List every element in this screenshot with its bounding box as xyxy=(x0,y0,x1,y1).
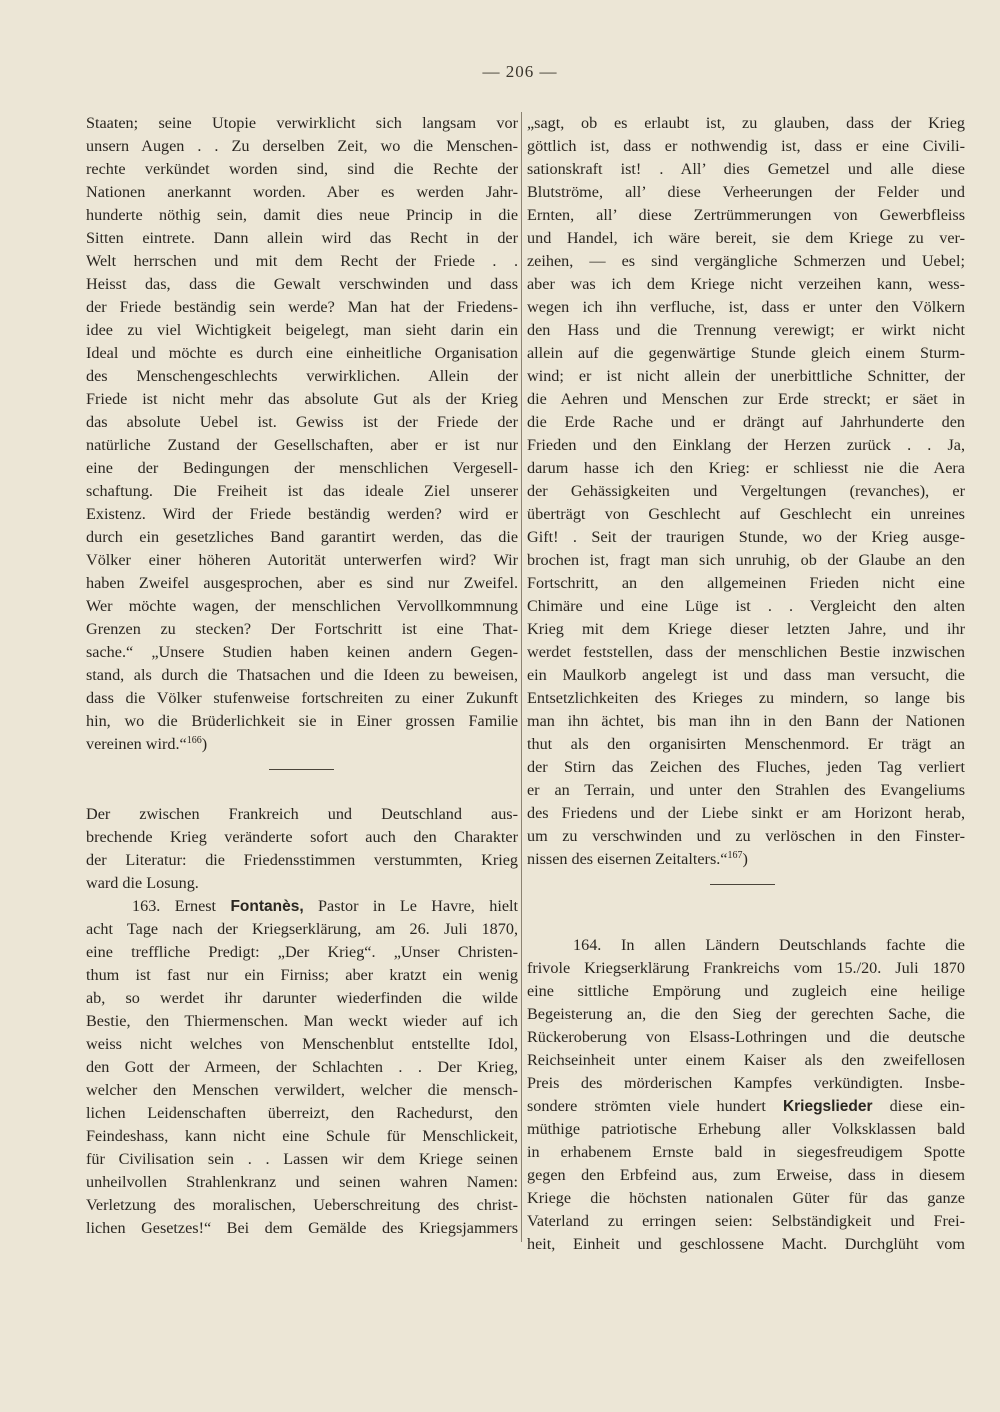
text-line: Nationen anerkannt worden. Aber es werden Jahr- xyxy=(86,183,518,201)
text-line: 164. In allen Ländern Deutschlands fachte die xyxy=(573,936,965,954)
left-paragraph-quote xyxy=(86,112,518,733)
text-line: die Erde Rache und er drängt auf Jahrhunderte den xyxy=(527,413,965,431)
keyword-kriegslieder: Kriegslieder xyxy=(782,1098,873,1115)
text-line: Ernten, all’ diese Zertrümmerungen von Gewerbfleiss xyxy=(527,206,965,224)
text-line: zeihen, — es sind vergängliche Schmerzen und Uebel; xyxy=(527,252,965,270)
text-line: Frieden und den Einklang der Herzen zurück . . Ja, xyxy=(527,436,965,454)
text-line: der Literatur: die Friedensstimmen verstummten, Krieg xyxy=(86,851,518,869)
text-line: allein auf die gegenwärtige Stunde gleich einem Sturm- xyxy=(527,344,965,362)
text-line: Reichseinheit unter einem Kaiser als den zweifellosen xyxy=(527,1051,965,1069)
text-line: um zu verschwinden und zu verlöschen in den Finster- xyxy=(527,827,965,845)
text-line: sondere strömten viele hundert Kriegslieder diese ein- xyxy=(527,1097,965,1115)
right-paragraph-kriegslieder xyxy=(527,957,965,1095)
text-line: Ideal und möchte es durch eine einheitliche Organisation xyxy=(86,344,518,362)
text-line: Verletzung des moralischen, Ueberschreitung des christ- xyxy=(86,1196,518,1214)
text-line: lichen Gesetzes!“ Bei dem Gemälde des Kriegsjammers xyxy=(86,1219,518,1237)
text-line: eine der Bedingungen der menschlichen Vergesell- xyxy=(86,459,518,477)
text-line: brechende Krieg veränderte sofort auch den Charakter xyxy=(86,828,518,846)
footnote-ref: 167 xyxy=(727,850,743,861)
text-line: 163. Ernest Fontanès, Pastor in Le Havre, hielt xyxy=(132,897,518,915)
text-line: göttlich ist, dass er nothwendig ist, dass er eine Civili- xyxy=(527,137,965,155)
text-line: nissen des eisernen Zeitalters.“$^{167}$) xyxy=(527,850,748,868)
text-line: ein Maulkorb angelegt ist und dass man versucht, die xyxy=(527,666,965,684)
text-line: des Menschengeschlechts verwirklichen. Allein der xyxy=(86,367,518,385)
text-line: Kriege die höchsten nationalen Güter für das ganze xyxy=(527,1189,965,1207)
text-line: in erhabenem Ernste bald in siegesfreudigem Spotte xyxy=(527,1143,965,1161)
text-line: wegen ich ihn verfluche, ist, dass er unter den Völkern xyxy=(527,298,965,316)
text-line: unheilvollen Strahlenkranz und seinen wahren Namen: xyxy=(86,1173,518,1191)
text-line: überträgt von Geschlecht auf Geschlecht ein unreines xyxy=(527,505,965,523)
text-line: Krieg mit dem Kriege dieser letzten Jahre, und ihr xyxy=(527,620,965,638)
text-line: Heisst das, dass die Gewalt verschwinden und dass xyxy=(86,275,518,293)
text-line: darum hasse ich den Krieg: er schliesst nie die Aera xyxy=(527,459,965,477)
text-line: der Friede beständig sein werde? Man hat der Friedens- xyxy=(86,298,518,316)
right-paragraph-kriegslieder-cont xyxy=(527,1118,965,1256)
text-line: Rückeroberung von Elsass-Lothringen und die deutsche xyxy=(527,1028,965,1046)
footnote-ref: 166 xyxy=(186,735,202,746)
text-line: Entsetzlichkeiten des Krieges zu mindern, so lange bis xyxy=(527,689,965,707)
text-line: weiss nicht welches von Menschenblut entstellte Idol, xyxy=(86,1035,518,1053)
text-line: natürliche Zustand der Gesellschaften, aber er ist nur xyxy=(86,436,518,454)
text-line: Feindeshass, kann nicht eine Schule für Menschlickeit, xyxy=(86,1127,518,1145)
text-line: vereinen wird.“$^{166}$) xyxy=(86,735,208,753)
text-line: Blutströme, all’ diese Verheerungen der Felder und xyxy=(527,183,965,201)
text-line: stand, als durch die Thatsachen und die Ideen zu beweisen, xyxy=(86,666,518,684)
text-line: Vaterland zu erringen seien: Selbständigkeit und Frei- xyxy=(527,1212,965,1230)
text-line: Völker einer höheren Autorität unterwerfen wird? Wir xyxy=(86,551,518,569)
text-line: eine sittliche Empörung und zugleich eine heilige xyxy=(527,982,965,1000)
text-line: das absolute Uebel ist. Gewiss ist der Friede der xyxy=(86,413,518,431)
text-line: Friede ist nicht mehr das absolute Gut als der Krieg xyxy=(86,390,518,408)
text-line: idee zu viel Wichtigkeit beigelegt, man sieht darin ein xyxy=(86,321,518,339)
text-line: den Hass und die Trennung verewigt; er wirkt nicht xyxy=(527,321,965,339)
section-separator xyxy=(527,871,965,898)
text-line: hunderte nöthig sein, damit dies neue Princip in die xyxy=(86,206,518,224)
text-line: Der zwischen Frankreich und Deutschland aus- xyxy=(86,805,518,823)
left-column xyxy=(86,112,518,1240)
left-paragraph-war-literature xyxy=(86,803,518,872)
text-line: gegen den Erbfeind aus, zum Erweise, dass in diesem xyxy=(527,1166,965,1184)
left-paragraph-fontanes xyxy=(86,918,518,1240)
text-line: „sagt, ob es erlaubt ist, zu glauben, dass der Krieg xyxy=(527,114,965,132)
text-line: für Civilisation sein . . Lassen wir dem Kriege seinen xyxy=(86,1150,518,1168)
text-line: hin, wo die Brüderlichkeit sie in Einer grossen Familie xyxy=(86,712,518,730)
text-line: den Gott der Armeen, der Schlachten . . Der Krieg, xyxy=(86,1058,518,1076)
person-name: Fontanès, xyxy=(230,898,304,915)
text-line: Begeisterung an, die den Sieg der gerechten Sache, die xyxy=(527,1005,965,1023)
section-separator xyxy=(86,756,518,783)
text-line: Staaten; seine Utopie verwirklicht sich langsam vor xyxy=(86,114,518,132)
right-paragraph-quote xyxy=(527,112,965,848)
text-line: Gift! . Seit der traurigen Stunde, wo der Krieg ausge- xyxy=(527,528,965,546)
text-line: sationskraft ist! . All’ dies Gemetzel und alle diese xyxy=(527,160,965,178)
page-number: — 206 — xyxy=(482,62,558,81)
text-line: durch ein gesetzliches Band garantirt werden, das die xyxy=(86,528,518,546)
text-line: lichen Leidenschaften überreizt, den Rachedurst, den xyxy=(86,1104,518,1122)
text-line: Welt herrschen und mit dem Recht der Friede . . xyxy=(86,252,518,270)
text-line: er an Terrain, und unter den Strahlen des Evangeliums xyxy=(527,781,965,799)
text-line: Bestie, den Thiermenschen. Man weckt wieder auf ich xyxy=(86,1012,518,1030)
text-line: sache.“ „Unsere Studien haben keinen andern Gegen- xyxy=(86,643,518,661)
text-line: rechte verkündet worden sind, sind die Rechte der xyxy=(86,160,518,178)
text-line: des Friedens und der Liebe sinkt er am Horizont herab, xyxy=(527,804,965,822)
text-line: unsern Augen . . Zu derselben Zeit, wo die Menschen- xyxy=(86,137,518,155)
column-divider xyxy=(521,112,522,1242)
text-line: man ihn ächtet, bis man ihn in den Bann der Nationen xyxy=(527,712,965,730)
text-line: ward die Losung. xyxy=(86,874,199,892)
text-line: Chimäre und eine Lüge ist . . Vergleicht den alten xyxy=(527,597,965,615)
text-line: müthige patriotische Erhebung aller Volksklassen bald xyxy=(527,1120,965,1138)
text-line: wind; er ist nicht allein der unerbittliche Schnitter, der xyxy=(527,367,965,385)
text-line: aber was ich dem Kriege nicht verzeihen kann, wess- xyxy=(527,275,965,293)
text-line: die Aehren und Menschen zur Erde streckt; er säet in xyxy=(527,390,965,408)
text-line: frivole Kriegserklärung Frankreichs vom 15./20. Juli 1870 xyxy=(527,959,965,977)
text-line: Existenz. Wird der Friede beständig werden? wird er xyxy=(86,505,518,523)
text-line: Preis des mörderischen Kampfes verkündigten. Insbe- xyxy=(527,1074,965,1092)
text-line: der Gehässigkeiten und Vergeltungen (revanches), er xyxy=(527,482,965,500)
text-line: brochen ist, fragt man sich unruhig, ob der Glaube an den xyxy=(527,551,965,569)
right-column xyxy=(527,112,965,1256)
text-line: acht Tage nach der Kriegserklärung, am 26. Juli 1870, xyxy=(86,920,518,938)
text-line: heit, Einheit und geschlossene Macht. Durchglüht vom xyxy=(527,1235,965,1253)
text-line: und Handel, ich wäre bereit, sie dem Kriege zu ver- xyxy=(527,229,965,247)
text-line: thum ist fast nur ein Firniss; aber kratzt ein wenig xyxy=(86,966,518,984)
text-line: der Stirn das Zeichen des Fluches, jeden Tag verliert xyxy=(527,758,965,776)
text-line: Wer möchte wagen, der menschlichen Vervollkommnung xyxy=(86,597,518,615)
text-line: haben Zweifel ausgesprochen, aber es sind nur Zweifel. xyxy=(86,574,518,592)
text-line: dass die Völker stufenweise fortschreiten zu einer Zukunft xyxy=(86,689,518,707)
text-line: welcher den Menschen verwildert, welcher die mensch- xyxy=(86,1081,518,1099)
text-line: ab, so werdet ihr darunter wiederfinden die wilde xyxy=(86,989,518,1007)
text-line: Sitten eintrete. Dann allein wird das Recht in der xyxy=(86,229,518,247)
text-line: schaftung. Die Freiheit ist das ideale Ziel unserer xyxy=(86,482,518,500)
text-line: werdet feststellen, dass der menschlichen Bestie inzwischen xyxy=(527,643,965,661)
text-line: Fortschritt, an den allgemeinen Frieden nicht eine xyxy=(527,574,965,592)
text-line: eine treffliche Predigt: „Der Krieg“. „Unser Christen- xyxy=(86,943,518,961)
text-line: thut als den organisirten Menschenmord. Er trägt an xyxy=(527,735,965,753)
text-line: Grenzen zu stecken? Der Fortschritt ist eine That- xyxy=(86,620,518,638)
